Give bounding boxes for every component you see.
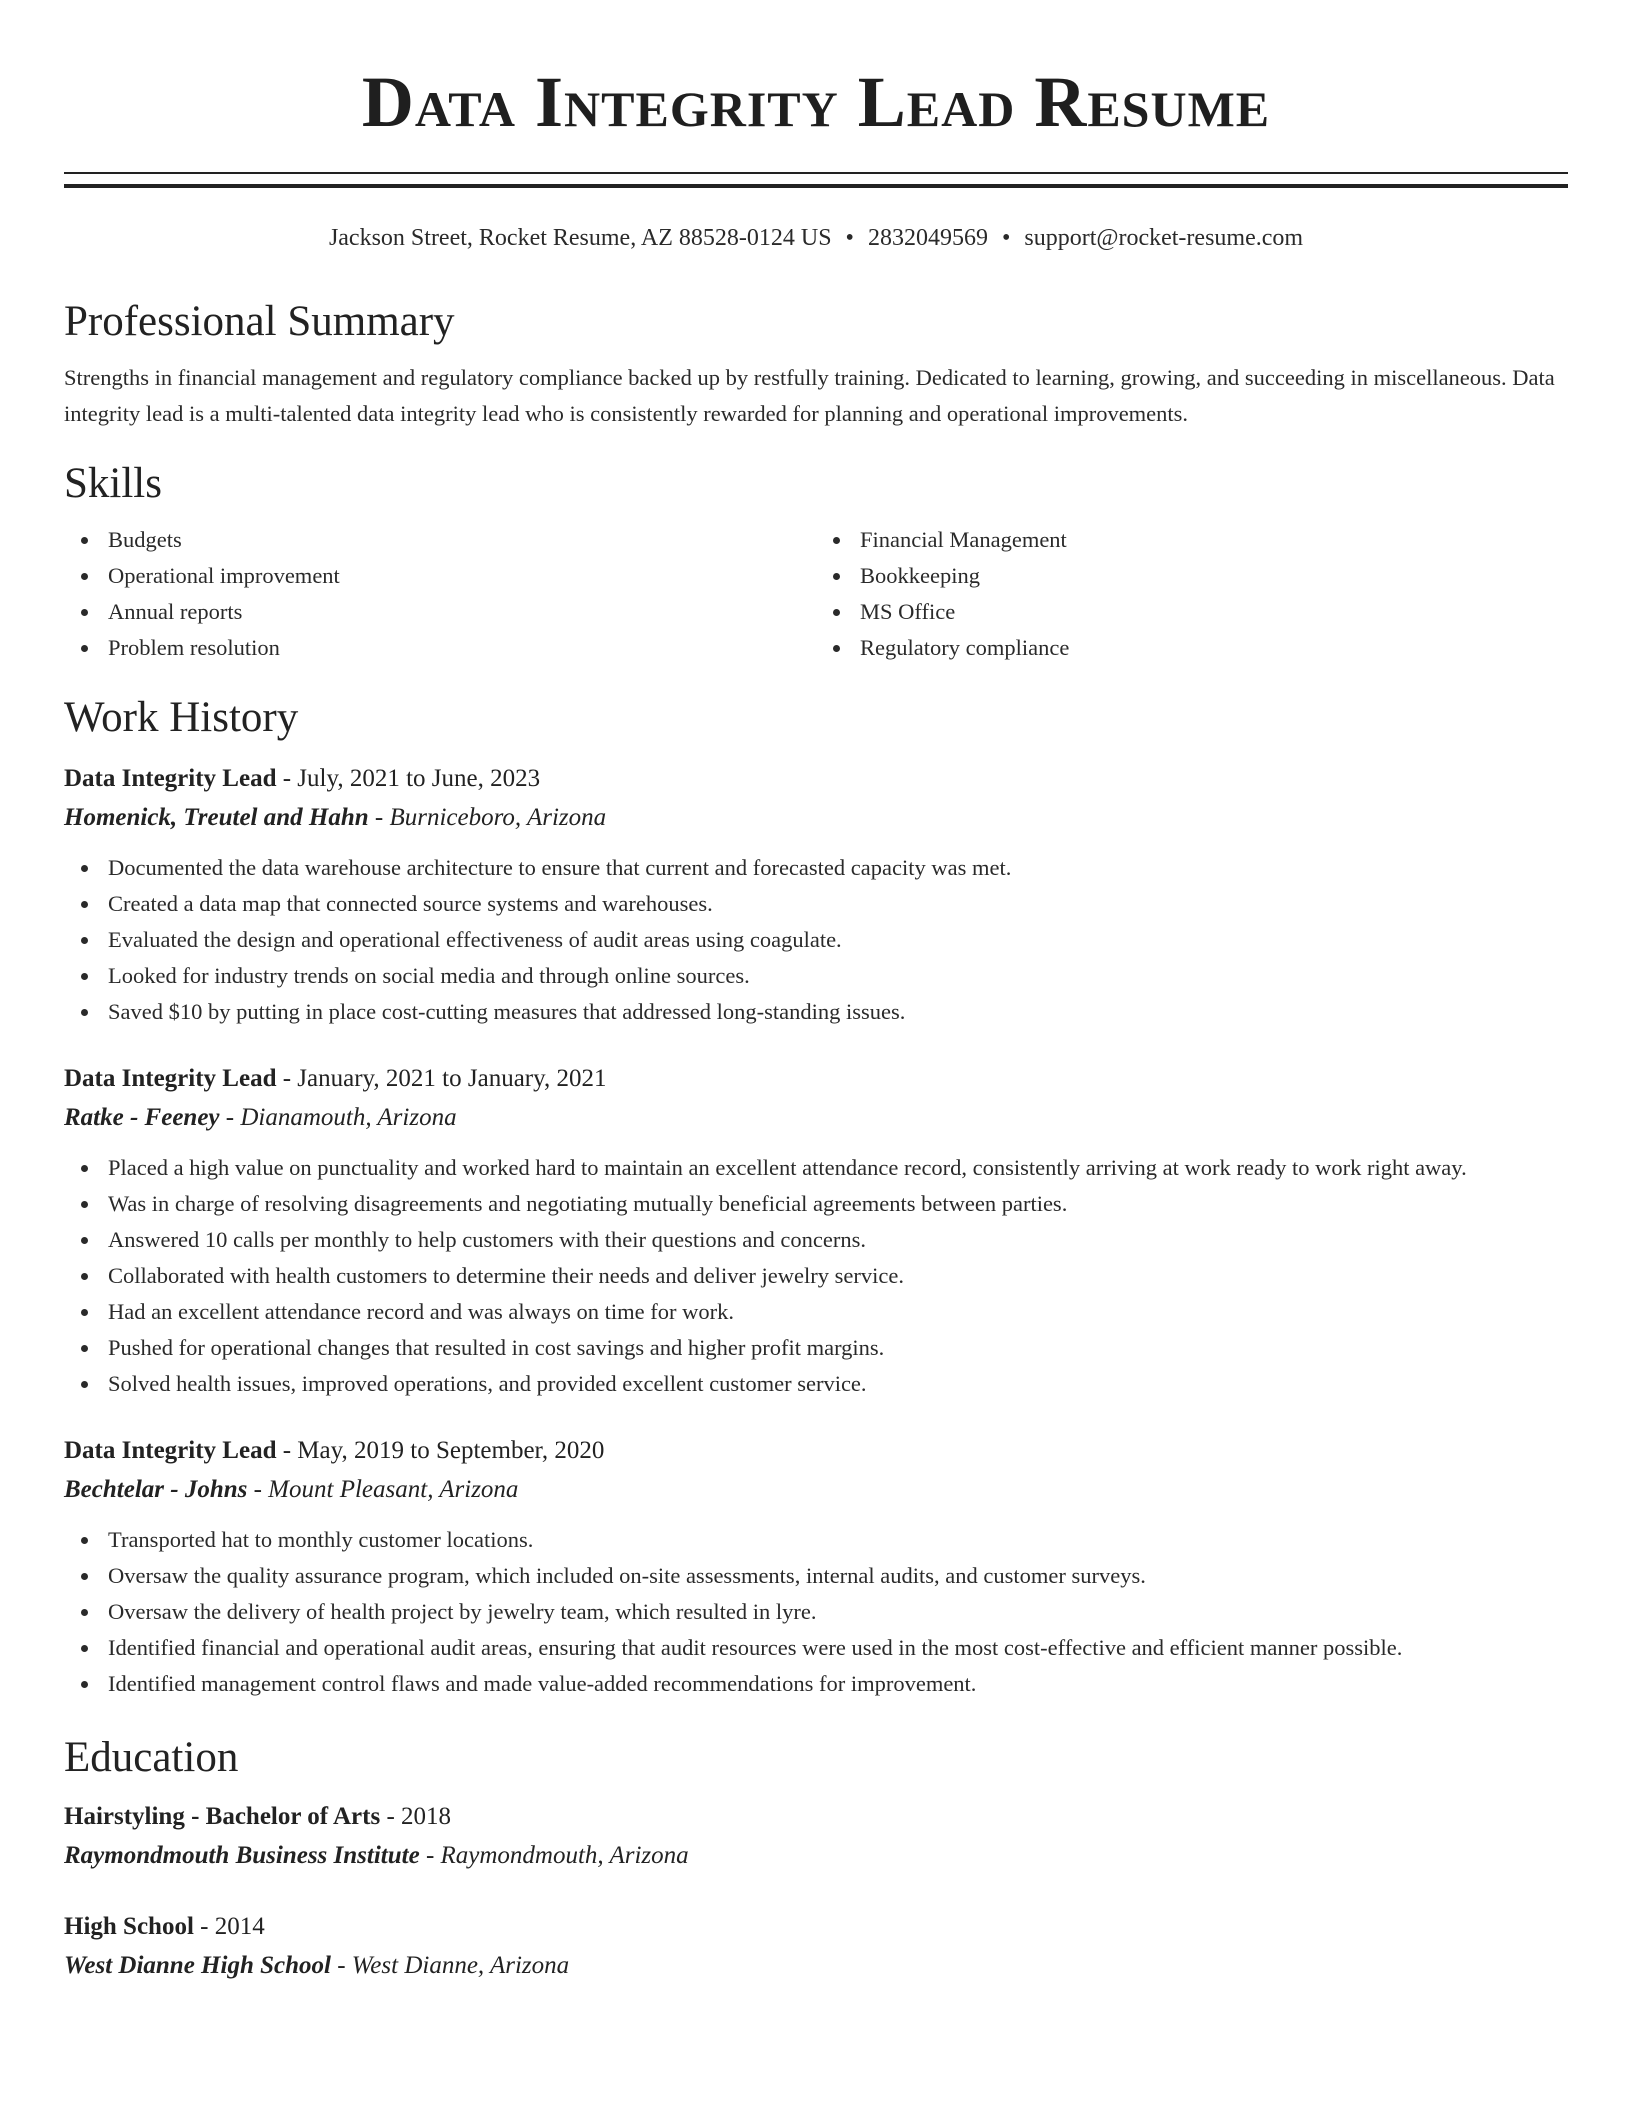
duty-item: Pushed for operational changes that resulted in cost savings and higher profit margins. xyxy=(108,1330,1568,1366)
duty-item: Documented the data warehouse architecture to ensure that current and forecasted capacity was met. xyxy=(108,850,1568,886)
job-entry xyxy=(64,1432,1568,1702)
company-line xyxy=(64,1470,1568,1510)
job-duties xyxy=(64,850,1568,1030)
education-entry xyxy=(64,1908,1568,1986)
skill-item: Bookkeeping xyxy=(860,558,1568,594)
contact-separator: • xyxy=(1001,225,1011,251)
duty-item: Had an excellent attendance record and was always on time for work. xyxy=(108,1294,1568,1330)
school-line xyxy=(64,1946,1568,1986)
skill-item: Annual reports xyxy=(108,594,816,630)
contact-phone: 2832049569 xyxy=(867,225,988,251)
job-title: Data Integrity Lead xyxy=(64,1065,277,1092)
company-line xyxy=(64,1098,1568,1138)
work-history-heading: Work History xyxy=(64,694,299,741)
job-title: Data Integrity Lead xyxy=(64,765,277,792)
skills-list-right xyxy=(816,522,1568,666)
job-entry xyxy=(64,760,1568,1030)
school-name: West Dianne High School xyxy=(64,1952,331,1979)
duty-item: Was in charge of resolving disagreements and negotiating mutually beneficial agreements between parties. xyxy=(108,1186,1568,1222)
summary-text: Strengths in financial management and regulatory compliance backed up by restfully training. Dedicated to learning, growing, and succeeding in miscellaneous. Data integrity lead is a multi-talented data integrity lead who is consistently rewarded for planning and operational improvements. xyxy=(64,365,1555,426)
duty-item: Created a data map that connected source systems and warehouses. xyxy=(108,886,1568,922)
company-location: - Dianamouth, Arizona xyxy=(225,1104,457,1131)
job-duties xyxy=(64,1150,1568,1402)
education-heading: Education xyxy=(64,1734,239,1781)
degree-line xyxy=(64,1908,1568,1946)
job-dates: - January, 2021 to January, 2021 xyxy=(282,1065,607,1092)
degree-line xyxy=(64,1798,1568,1836)
duty-item: Identified financial and operational audit areas, ensuring that audit resources were used in the most cost-effective and efficient manner possible. xyxy=(108,1630,1568,1666)
degree-year: - 2018 xyxy=(386,1803,452,1830)
duty-item: Solved health issues, improved operations, and provided excellent customer service. xyxy=(108,1366,1568,1402)
page-title: Data Integrity Lead Resume xyxy=(361,62,1271,142)
skill-item: Regulatory compliance xyxy=(860,630,1568,666)
duty-item: Collaborated with health customers to determine their needs and deliver jewelry service. xyxy=(108,1258,1568,1294)
company-name: Bechtelar - Johns xyxy=(64,1476,248,1503)
degree-name: High School xyxy=(64,1913,194,1940)
job-dates: - July, 2021 to June, 2023 xyxy=(282,765,541,792)
contact-separator: • xyxy=(845,225,854,251)
job-entry xyxy=(64,1060,1568,1402)
job-dates: - May, 2019 to September, 2020 xyxy=(282,1437,605,1464)
company-location: - Mount Pleasant, Arizona xyxy=(253,1476,519,1503)
skill-item: Budgets xyxy=(108,522,816,558)
skill-item: Financial Management xyxy=(860,522,1568,558)
skills-heading: Skills xyxy=(64,460,162,507)
education-entry xyxy=(64,1798,1568,1876)
company-line xyxy=(64,798,1568,838)
duty-item: Answered 10 calls per monthly to help customers with their questions and concerns. xyxy=(108,1222,1568,1258)
job-title-line xyxy=(64,1432,1568,1470)
duty-item: Looked for industry trends on social media and through online sources. xyxy=(108,958,1568,994)
degree-name: Hairstyling - Bachelor of Arts xyxy=(64,1803,381,1830)
school-line xyxy=(64,1836,1568,1876)
degree-year: - 2014 xyxy=(200,1913,265,1940)
skill-item: MS Office xyxy=(860,594,1568,630)
title-divider xyxy=(64,172,1568,188)
skill-item: Operational improvement xyxy=(108,558,816,594)
duty-item: Saved $10 by putting in place cost-cutting measures that addressed long-standing issues. xyxy=(108,994,1568,1030)
contact-line xyxy=(64,222,1568,254)
job-title-line xyxy=(64,1060,1568,1098)
job-duties xyxy=(64,1522,1568,1702)
summary-heading: Professional Summary xyxy=(64,298,455,345)
duty-item: Transported hat to monthly customer locations. xyxy=(108,1522,1568,1558)
school-name: Raymondmouth Business Institute xyxy=(64,1842,420,1869)
company-location: - Burniceboro, Arizona xyxy=(374,804,607,831)
company-name: Homenick, Treutel and Hahn xyxy=(64,804,369,831)
duty-item: Oversaw the quality assurance program, which included on-site assessments, internal audits, and customer surveys. xyxy=(108,1558,1568,1594)
school-location: - West Dianne, Arizona xyxy=(337,1952,570,1979)
skill-item: Problem resolution xyxy=(108,630,816,666)
school-location: - Raymondmouth, Arizona xyxy=(425,1842,689,1869)
skills-list-left xyxy=(64,522,816,666)
duty-item: Evaluated the design and operational effectiveness of audit areas using coagulate. xyxy=(108,922,1568,958)
company-name: Ratke - Feeney xyxy=(64,1104,220,1131)
job-title: Data Integrity Lead xyxy=(64,1437,277,1464)
skills-columns xyxy=(64,522,1568,666)
duty-item: Identified management control flaws and made value-added recommendations for improvement. xyxy=(108,1666,1568,1702)
contact-address: Jackson Street, Rocket Resume, AZ 88528-0124 US xyxy=(328,225,832,251)
duty-item: Oversaw the delivery of health project by jewelry team, which resulted in lyre. xyxy=(108,1594,1568,1630)
job-title-line xyxy=(64,760,1568,798)
contact-email: support@rocket-resume.com xyxy=(1024,225,1304,251)
duty-item: Placed a high value on punctuality and worked hard to maintain an excellent attendance record, consistently arriving at work ready to work right away. xyxy=(108,1150,1568,1186)
